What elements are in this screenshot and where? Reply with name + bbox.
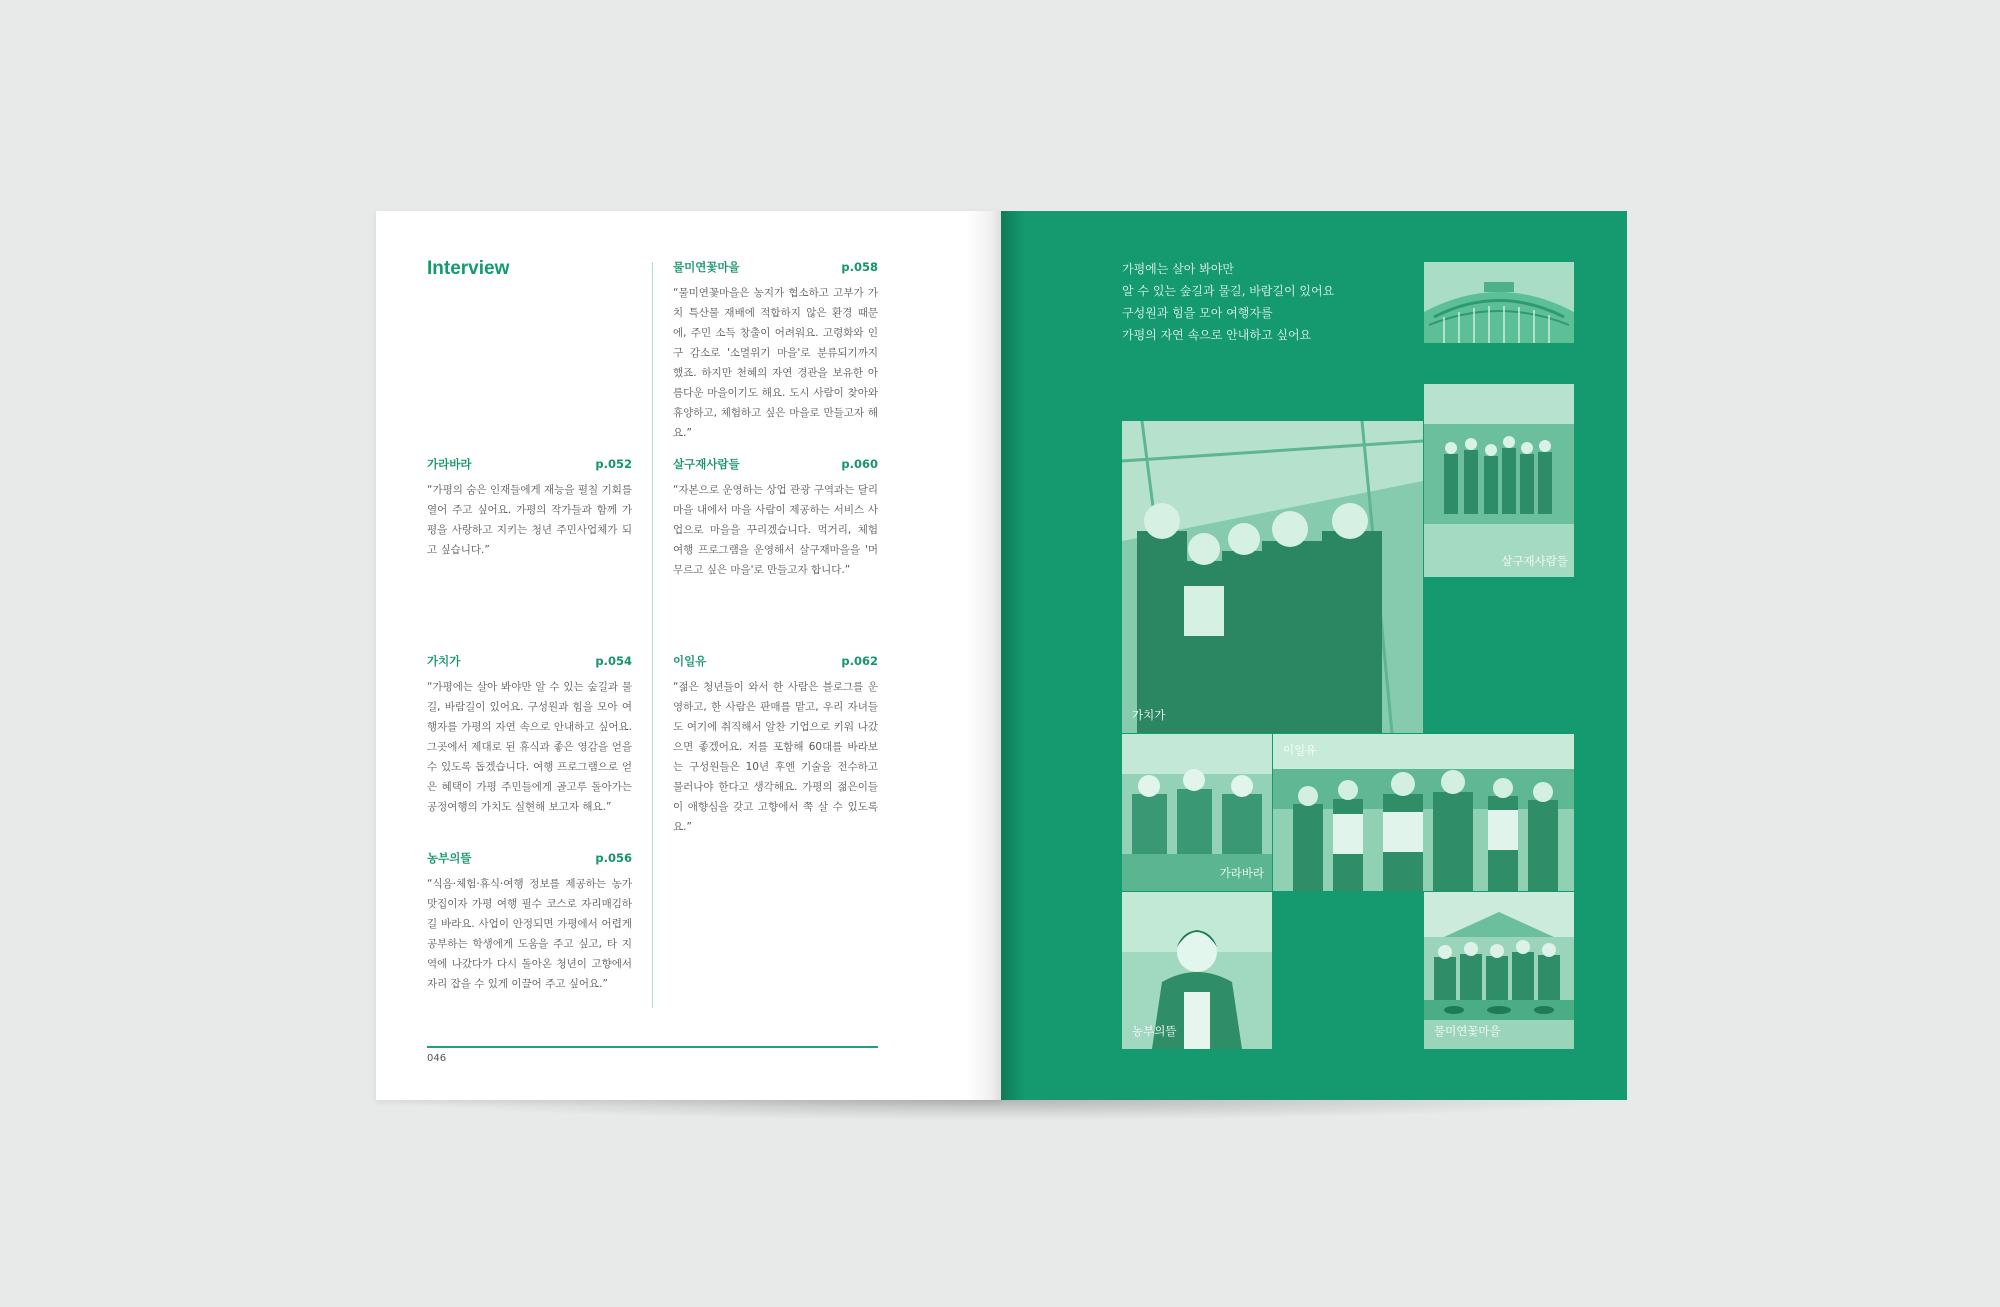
entry-page: p.062 bbox=[841, 654, 878, 668]
photo-nongbu bbox=[1122, 892, 1272, 1049]
entry-text: “가평의 숨은 인재들에게 재능을 펼칠 기회를 열어 주고 싶어요. 가평의 작가들과 함께 가평을 사랑하고 지키는 청년 주민사업체가 되고 싶습니다.” bbox=[427, 484, 632, 556]
intro-line: 가평의 자연 속으로 안내하고 싶어요 bbox=[1122, 328, 1312, 342]
photo-caption: 이일유 bbox=[1283, 743, 1317, 757]
photo-caption: 가치가 bbox=[1132, 708, 1166, 722]
footer-rule bbox=[427, 1046, 878, 1048]
gutter-shading bbox=[1001, 211, 1025, 1100]
entry-page: p.058 bbox=[841, 260, 878, 274]
entry-name: 이일유 bbox=[673, 654, 707, 668]
entry-text: “젊은 청년들이 와서 한 사람은 블로그를 운영하고, 한 사람은 판매를 맡고, 우리 자녀들도 여기에 취직해서 알찬 기업으로 키워 나갔으면 좋겠어요. 저를 포함해 60대를 바라보는 구성원들은 10년 후엔 기술을 전수하고 물러나야 한다고 생각해요. 가평의 젊은이들이 애향심을 갖고 고향에서 쭉 살 수 있도록요.” bbox=[673, 681, 878, 833]
photo-caption: 물미연꽃마을 bbox=[1434, 1024, 1501, 1038]
intro-line: 가평에는 살아 봐야만 bbox=[1122, 262, 1234, 276]
photo-caption: 살구재사람들 bbox=[1501, 554, 1568, 568]
photo-garabara bbox=[1122, 734, 1272, 891]
photo-art bbox=[1122, 421, 1423, 733]
photo-iilyu bbox=[1273, 734, 1574, 891]
intro-text bbox=[1122, 258, 1334, 346]
photo-salgujae bbox=[1424, 384, 1574, 577]
entry-name: 가치가 bbox=[427, 654, 461, 668]
entry-page: p.052 bbox=[595, 457, 632, 471]
entry-iilyu bbox=[673, 653, 878, 837]
entry-garabara bbox=[427, 456, 632, 560]
entry-text: “자본으로 운영하는 상업 관광 구역과는 달리 마을 내에서 마을 사람이 제공하는 서비스 사업으로 마을을 꾸리겠습니다. 먹거리, 체험 여행 프로그램을 운영해서 살구재마을을 '머무르고 싶은 마을'로 만들고자 합니다.” bbox=[673, 484, 878, 576]
entry-name: 살구재사람들 bbox=[673, 457, 740, 471]
entry-text: “물미연꽃마을은 농지가 협소하고 고부가 가치 특산물 재배에 적합하지 않은 환경 때문에, 주민 소득 창출이 어려워요. 고령화와 인구 감소로 '소멸위기 마을'로 분류되기까지 했죠. 하지만 천혜의 자연 경관을 보유한 아름다운 마을이기도 해요. 도시 사람이 찾아와 휴양하고, 체험하고 싶은 마을로 만들고자 해요.” bbox=[673, 287, 878, 439]
entry-text: “식음·체험·휴식·여행 정보를 제공하는 농가 맛집이자 가평 여행 필수 코스로 자리매김하길 바라요. 사업이 안정되면 가평에서 어렵게 공부하는 학생에게 도움을 주고 싶고, 타 지역에 나갔다가 다시 돌아온 청년이 고향에서 자리 잡을 수 있게 이끌어 주고 싶어요.” bbox=[427, 878, 632, 990]
entry-mulmi bbox=[673, 259, 878, 443]
entry-text: “가평에는 살아 봐야만 알 수 있는 숲길과 물길, 바람길이 있어요. 구성원과 힘을 모아 여행자를 가평의 자연 속으로 안내하고 싶어요. 그곳에서 제대로 된 휴식과 좋은 영감을 얻을 수 있도록 돕겠습니다. 여행 프로그램으로 얻은 혜택이 가평 주민들에게 골고루 돌아가는 공정여행의 가치도 실현해 보고자 해요.” bbox=[427, 681, 632, 813]
photo-art bbox=[1424, 262, 1574, 343]
gutter-shading bbox=[967, 211, 1001, 1100]
entry-name: 가라바라 bbox=[427, 457, 472, 471]
entry-page: p.056 bbox=[595, 851, 632, 865]
entry-page: p.054 bbox=[595, 654, 632, 668]
photo-caption: 가라바라 bbox=[1219, 866, 1264, 880]
entry-name: 농부의뜰 bbox=[427, 851, 472, 865]
photo-temple-roof bbox=[1424, 262, 1574, 343]
photo-caption: 농부의뜰 bbox=[1132, 1024, 1177, 1038]
intro-line: 구성원과 힘을 모아 여행자를 bbox=[1122, 306, 1273, 320]
page-title: Interview bbox=[427, 258, 510, 279]
photo-art bbox=[1273, 734, 1574, 891]
entry-salgujae bbox=[673, 456, 878, 580]
column-divider bbox=[652, 262, 653, 1008]
photo-art bbox=[1424, 384, 1574, 577]
intro-line: 알 수 있는 숲길과 물길, 바람길이 있어요 bbox=[1122, 284, 1335, 298]
page-number: 046 bbox=[427, 1053, 447, 1064]
entry-name: 물미연꽃마을 bbox=[673, 260, 740, 274]
photo-gachiga bbox=[1122, 421, 1423, 733]
entry-page: p.060 bbox=[841, 457, 878, 471]
entry-nongbu bbox=[427, 850, 632, 994]
entry-gachiga bbox=[427, 653, 632, 817]
photo-mulmi bbox=[1424, 892, 1574, 1049]
